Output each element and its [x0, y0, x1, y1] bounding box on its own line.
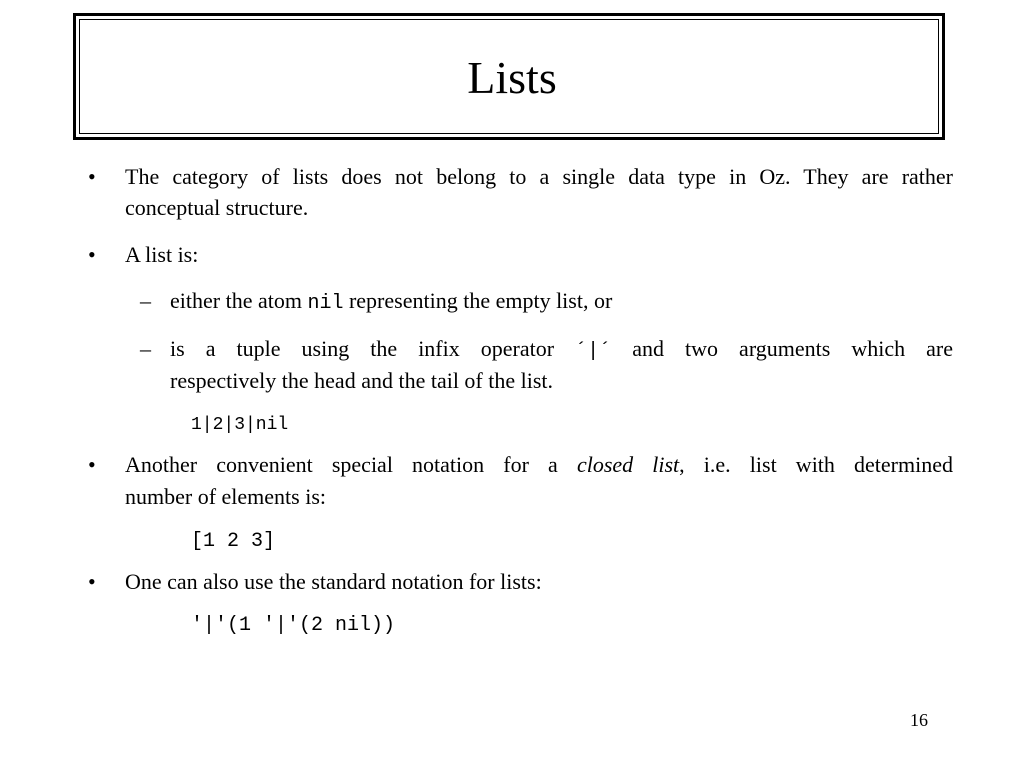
sub-bullet-marker: – [140, 288, 151, 313]
bullet-3-line-1 [125, 448, 953, 481]
bullet-marker: • [88, 452, 96, 477]
bullet-4-text: One can also use the standard notation for lists: [125, 569, 542, 594]
bullet-1-line-1: The category of lists does not belong to a single data type in Oz. They are rather [125, 164, 953, 189]
code-example-closed-list: [1 2 3] [191, 530, 276, 553]
bullet-marker: • [88, 569, 96, 594]
closed-list-term: closed list [576, 452, 680, 477]
bullet-1-line-2: conceptual structure. [125, 195, 309, 220]
atom-nil-code: nil [307, 292, 344, 315]
sub-bullet-1-pre: either the atom [170, 288, 302, 313]
sub-bullet-2-pre: is a tuple using the infix operator [170, 336, 555, 361]
bullet-marker: • [88, 242, 96, 267]
sub-bullet-2-line-2: respectively the head and the tail of the list. [170, 368, 554, 393]
code-example-standard-notation: '|'(1 '|'(2 nil)) [191, 614, 396, 637]
bullet-marker: • [88, 164, 96, 189]
bullet-2-text: A list is: [125, 242, 199, 267]
code-example-infix-list: 1|2|3|nil [191, 415, 289, 435]
page-number: 16 [910, 710, 928, 730]
sub-bullet-2-line-1 [170, 332, 953, 368]
sub-bullet-2-post: and two arguments which are [632, 336, 954, 361]
sub-bullet-1 [170, 284, 953, 320]
bullet-3-pre: Another convenient special notation for a [125, 452, 558, 477]
infix-operator-code: ´|´ [575, 340, 612, 363]
slide-title: Lists [467, 52, 557, 103]
sub-bullet-marker: – [140, 336, 151, 361]
bullet-3-line-2: number of elements is: [125, 484, 327, 509]
sub-bullet-1-post: representing the empty list, or [348, 288, 613, 313]
bullet-3-post: , i.e. list with determined [679, 452, 953, 477]
